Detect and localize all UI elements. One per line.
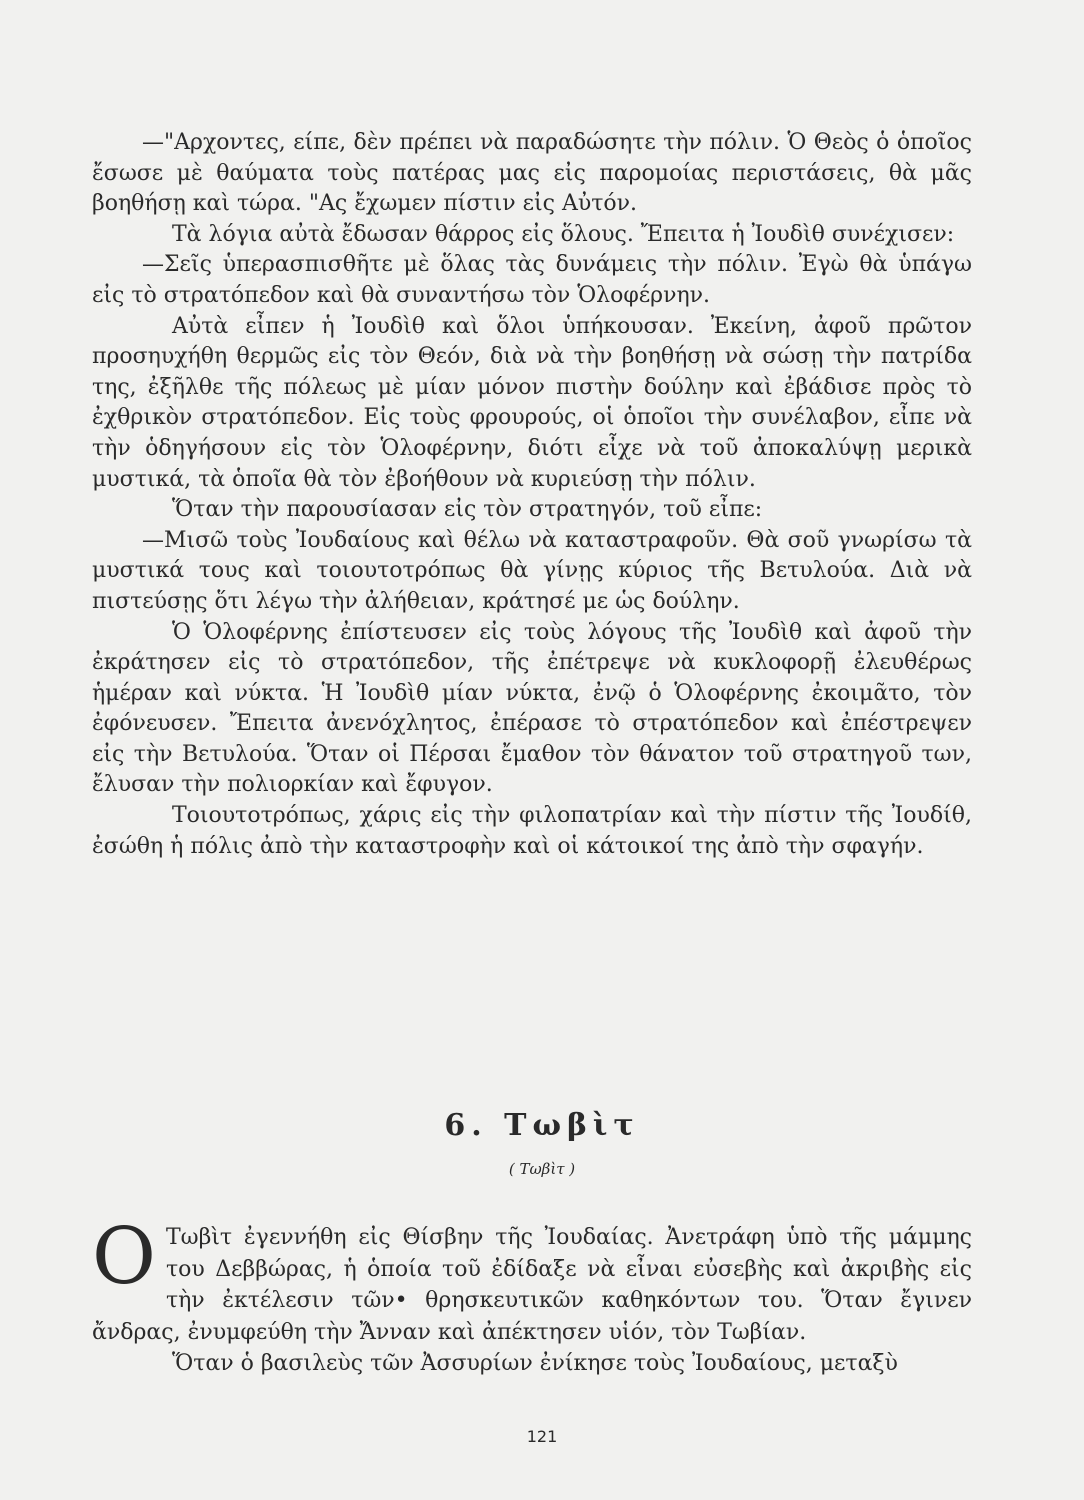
drop-cap: Ο <box>92 1212 156 1302</box>
paragraph: Ὁ Ὁλοφέρνης ἐπίστευσεν εἰς τοὺς λόγους τῆς Ἰουδὶθ καὶ ἀφοῦ τὴν ἐκράτησεν εἰς τὸ στρατόπεδον, τῆς ἐπέτρεψε νὰ κυκλοφορῇ ἐλευθέρως ἡμέραν καὶ νύκτα. Ἡ Ἰουδὶθ μίαν νύκτα, ἐνῷ ὁ Ὁλοφέρνης ἐκοιμᾶτο, τὸν ἐφόνευσεν. Ἔπειτα ἀνενόχλητος, ἐπέρασε τὸ στρατόπεδον καὶ ἐπέστρεψεν εἰς τὴν Βετυλούα. Ὅταν οἱ Πέρσαι ἔμαθον τὸν θάνατον τοῦ στρατηγοῦ των, ἔλυσαν τὴν πολιορκίαν καὶ ἔφυγον. <box>92 619 972 798</box>
paragraph: —Μισῶ τοὺς Ἰουδαίους καὶ θέλω νὰ καταστραφοῦν. Θὰ σοῦ γνωρίσω τὰ μυστικά τους καὶ τοιουτοτρόπως θὰ γίνῃς κύριος τῆς Βετυλούα. Διὰ νὰ πιστεύσῃς ὅτι λέγω τὴν ἀλήθειαν, κράτησέ με ὡς δούλην. <box>92 527 972 614</box>
paragraph: Ὅταν τὴν παρουσίασαν εἰς τὸν στρατηγόν, τοῦ εἶπε: <box>172 497 763 523</box>
paragraph: Τὰ λόγια αὐτὰ ἔδωσαν θάρρος εἰς ὅλους. Ἔπειτα ἡ Ἰουδὶθ συνέχισεν: <box>172 221 955 247</box>
upper-text-block <box>92 128 972 862</box>
paragraph: —Σεῖς ὑπερασπισθῆτε μὲ ὅλας τὰς δυνάμεις τὴν πόλιν. Ἐγὼ θὰ ὑπάγω εἰς τὸ στρατόπεδον καὶ θὰ συναντήσω τὸν Ὁλοφέρνην. <box>92 252 972 308</box>
paragraph: Ὅταν ὁ βασιλεὺς τῶν Ἀσσυρίων ἐνίκησε τοὺς Ἰουδαίους, μεταξὺ <box>172 1351 898 1377</box>
page-number: 121 <box>526 1427 558 1446</box>
paragraph: —"Αρχοντες, είπε, δὲν πρέπει νὰ παραδώσητε τὴν πόλιν. Ὁ Θεὸς ὁ ὁποῖος ἔσωσε μὲ θαύματα τοὺς πατέρας μας εἰς παρομοίας περιστάσεις, θὰ μᾶς βοηθήσῃ καὶ τώρα. "Ας ἔχωμεν πίστιν εἰς Αὐτόν. <box>92 130 972 217</box>
section-heading: 6. Τωβὶτ <box>444 1108 640 1143</box>
lower-text-block <box>92 1212 972 1380</box>
section-subheading: ( Τωβὶτ ) <box>508 1160 576 1178</box>
paragraph: Τωβὶτ ἐγεννήθη εἰς Θίσβην τῆς Ἰουδαίας. Ἀνετράφη ὑπὸ τῆς μάμμης του Δεββώρας, ἡ ὁποία τοῦ ἐδίδαξε νὰ εἶναι εὐσεβὴς καὶ ἀκριβὴς εἰς τὴν ἐκτέλεσιν τῶν• θρησκευτικῶν καθηκόντων του. Ὅταν ἔγινεν ἄνδρας, ἐνυμφεύθη τὴν Ἄνναν καὶ ἀπέκτησεν υἱόν, τὸν Τωβίαν. <box>92 1225 972 1345</box>
paragraph: Τοιουτοτρόπως, χάρις εἰς τὴν φιλοπατρίαν καὶ τὴν πίστιν τῆς Ἰουδίθ, ἐσώθη ἡ πόλις ἀπὸ τὴν καταστροφὴν καὶ οἱ κάτοικοί της ἀπὸ τὴν σφαγήν. <box>92 803 972 859</box>
paragraph: Αὐτὰ εἶπεν ἡ Ἰουδὶθ καὶ ὅλοι ὑπήκουσαν. Ἐκείνη, ἀφοῦ πρῶτον προσηυχήθη θερμῶς εἰς τὸν Θεόν, διὰ νὰ τὴν βοηθήσῃ νὰ σώσῃ τὴν πατρίδα της, ἐξῆλθε τῆς πόλεως μὲ μίαν μόνον πιστὴν δούλην καὶ ἐβάδισε πρὸς τὸ ἐχθρικὸν στρατόπεδον. Εἰς τοὺς φρουρούς, οἱ ὁποῖοι τὴν συνέλαβον, εἶπε νὰ τὴν ὁδηγήσουν εἰς τὸν Ὁλοφέρνην, διότι εἶχε νὰ τοῦ ἀποκαλύψῃ μερικὰ μυστικά, τὰ ὁποῖα θὰ τὸν ἐβοήθουν νὰ κυριεύσῃ τὴν πόλιν. <box>92 313 972 492</box>
